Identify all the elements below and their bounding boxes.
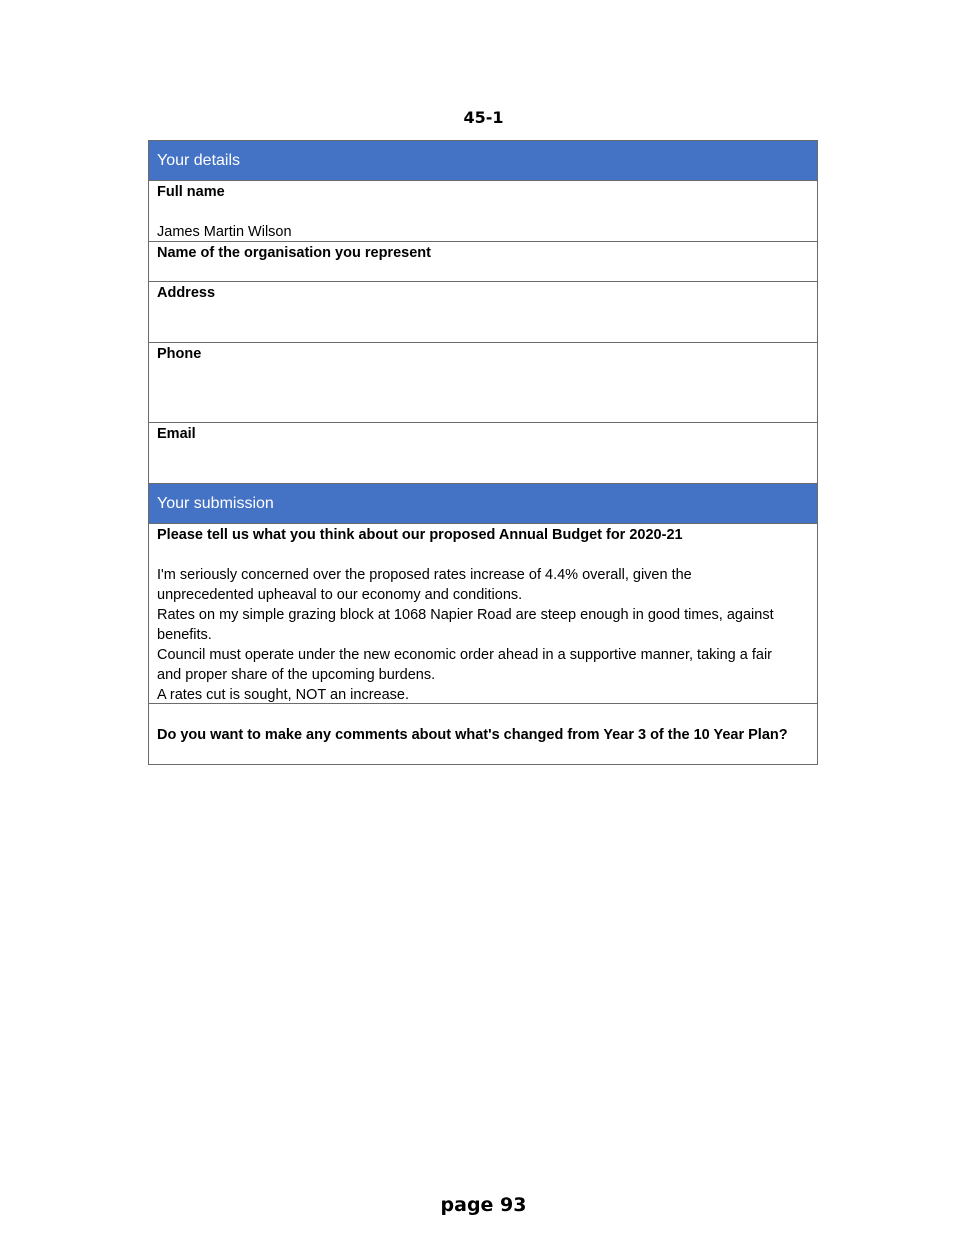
spacer [157, 545, 809, 565]
budget-question: Please tell us what you think about our proposed Annual Budget for 2020-21 [157, 527, 683, 543]
budget-answer-line: I'm seriously concerned over the proposed rates increase of 4.4% overall, given the [157, 567, 692, 583]
spacer [157, 202, 809, 222]
email-row [149, 423, 817, 484]
spacer [157, 705, 809, 725]
submission-form [148, 140, 818, 765]
your-details-header: Your details [149, 141, 817, 181]
organisation-row [149, 242, 817, 282]
budget-answer-line: benefits. [157, 627, 212, 643]
phone-label: Phone [157, 346, 202, 362]
email-label: Email [157, 426, 196, 442]
full-name-label: Full name [157, 184, 225, 200]
address-label: Address [157, 285, 216, 301]
page-number: page 93 [440, 1194, 527, 1216]
organisation-label: Name of the organisation you represent [157, 245, 431, 261]
full-name-value: James Martin Wilson [157, 224, 292, 240]
budget-answer-line: unprecedented upheaval to our economy and conditions. [157, 587, 523, 603]
budget-row [149, 524, 817, 704]
plan-row [149, 704, 817, 764]
budget-answer-line: A rates cut is sought, NOT an increase. [157, 687, 409, 703]
budget-answer-line: Rates on my simple grazing block at 1068 Napier Road are steep enough in good times, against [157, 607, 774, 623]
document-id: 45-1 [463, 108, 504, 127]
address-row [149, 282, 817, 343]
budget-answer-line: Council must operate under the new economic order ahead in a supportive manner, taking a fair [157, 647, 772, 663]
budget-answer-line: and proper share of the upcoming burdens. [157, 667, 436, 683]
phone-row [149, 343, 817, 423]
plan-question: Do you want to make any comments about what's changed from Year 3 of the 10 Year Plan? [157, 727, 788, 743]
your-submission-header: Your submission [149, 484, 817, 524]
full-name-row [149, 181, 817, 242]
